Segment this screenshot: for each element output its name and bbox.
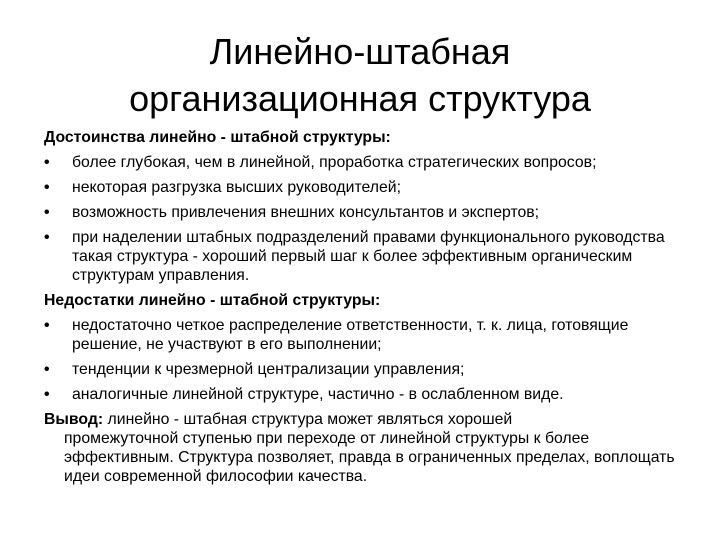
advantage-item-text: более глубокая, чем в линейной, проработка стратегических вопросов; — [72, 154, 597, 171]
disadvantage-item-1 — [44, 316, 684, 354]
bullet-icon: • — [44, 154, 50, 171]
disadvantage-item-text: аналогичные линейной структуре, частично - в ослабленном виде. — [72, 386, 564, 403]
title-line-1: Линейно-штабная — [209, 31, 511, 72]
advantage-item-3 — [44, 203, 684, 222]
advantage-item-text: возможность привлечения внешних консультантов и экспертов; — [72, 204, 540, 221]
bullet-icon: • — [44, 229, 50, 246]
conclusion-text-first: линейно - штабная структура может являться хорошей — [107, 411, 513, 428]
advantage-item-1 — [44, 153, 684, 172]
advantage-item-2 — [44, 178, 684, 197]
disadvantages-heading: Недостатки линейно - штабной структуры: — [44, 292, 381, 309]
conclusion — [44, 410, 684, 486]
bullet-icon: • — [44, 317, 50, 334]
title-line-2: организационная структура — [129, 78, 591, 119]
disadvantage-item-text: тенденции к чрезмерной централизации управления; — [72, 361, 465, 378]
conclusion-text-rest: промежуточной ступенью при переходе от линейной структуры к более эффективным. Структура позволяет, правда в ограниченных пределах, воплощать идеи современной философии качества. — [64, 430, 675, 485]
bullet-icon: • — [44, 179, 50, 196]
disadvantage-item-text: недостаточно четкое распределение ответственности, т. к. лица, готовящие решение, не участвуют в его выполнении; — [72, 317, 629, 353]
conclusion-label: Вывод: — [44, 411, 104, 428]
slide-title — [40, 28, 680, 122]
bullet-icon: • — [44, 386, 50, 403]
advantage-item-4 — [44, 228, 684, 285]
disadvantage-item-3 — [44, 385, 684, 404]
advantage-item-text: при наделении штабных подразделений правами функционального руководства такая структура - хороший первый шаг к более эффективным органическим структурам управления. — [72, 229, 665, 284]
advantages-heading: Достоинства линейно - штабной структуры: — [44, 129, 391, 146]
slide-content — [44, 128, 684, 486]
advantage-item-text: некоторая разгрузка высших руководителей; — [72, 179, 402, 196]
bullet-icon: • — [44, 361, 50, 378]
disadvantage-item-2 — [44, 360, 684, 379]
bullet-icon: • — [44, 204, 50, 221]
